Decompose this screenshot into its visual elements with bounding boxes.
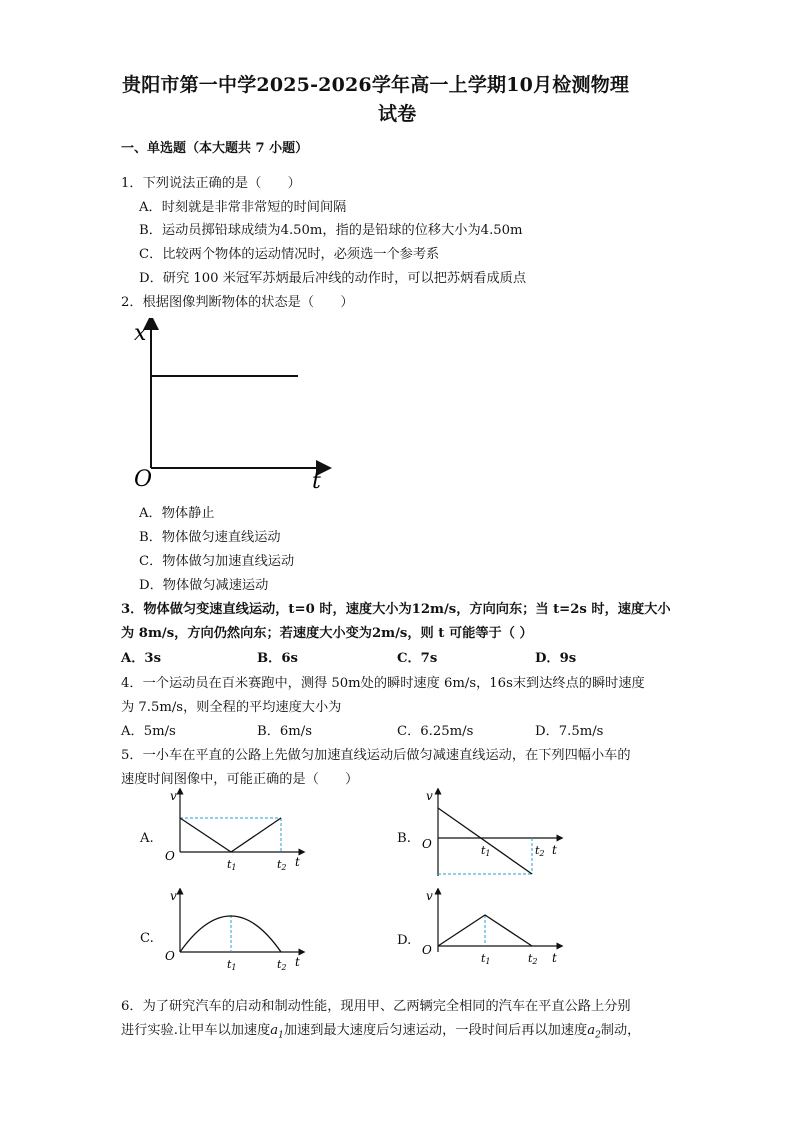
svg-text:v: v — [170, 889, 177, 903]
q5-graph-b-label: B. — [397, 831, 411, 846]
question-4-line1: 4．一个运动员在百米赛跑中，测得 50m处的瞬时速度 6m/s，16s末到达终点的瞬时速度 — [121, 676, 645, 691]
q6-text-part3: 制动， — [600, 1023, 641, 1038]
q5-graph-b — [418, 788, 568, 883]
svg-text:t1: t1 — [481, 844, 491, 858]
svg-text:t: t — [552, 951, 557, 965]
q5-graph-c-label: C. — [140, 931, 154, 946]
question-4-line2: 为 7.5m/s，则全程的平均速度大小为 — [121, 700, 342, 715]
q2-origin-label: O — [134, 467, 153, 492]
q6-accel-a2: $a_2$ — [587, 1023, 601, 1041]
q6-text-part2: 加速到最大速度后匀速运动，一段时间后再以加速度 — [283, 1023, 588, 1038]
question-1-option-d: D．研究 100 米冠军苏炳最后冲线的动作时，可以把苏炳看成质点 — [139, 271, 527, 286]
svg-text:t1: t1 — [227, 858, 237, 872]
question-2-option-c: C．物体做匀加速直线运动 — [139, 554, 295, 569]
svg-text:t2: t2 — [528, 952, 538, 966]
question-4-option-a: A．5m/s — [121, 724, 176, 739]
q5-graph-d — [418, 888, 568, 976]
page-title-line2: 试卷 — [378, 103, 417, 125]
svg-text:O: O — [422, 837, 432, 851]
svg-text:O: O — [165, 849, 175, 863]
question-1-option-a: A．时刻就是非常非常短的时间间隔 — [139, 200, 347, 215]
svg-text:t2: t2 — [277, 958, 287, 972]
svg-text:t1: t1 — [481, 952, 491, 966]
question-2-xt-graph — [128, 318, 338, 493]
q5-graph-a-label: A. — [140, 831, 154, 846]
svg-text:t1: t1 — [227, 958, 237, 972]
question-2-stem: 2．根据图像判断物体的状态是（ ） — [121, 295, 354, 310]
question-3-line1: 3．物体做匀变速直线运动，t=0 时，速度大小为12m/s，方向向东；当 t=2s 时，速度大小 — [121, 602, 671, 617]
question-4-option-b: B．6m/s — [257, 724, 312, 739]
question-1-stem: 1．下列说法正确的是（ ） — [121, 176, 301, 191]
svg-text:O: O — [165, 949, 175, 963]
question-3-option-b: B．6s — [257, 651, 298, 666]
svg-text:v: v — [426, 889, 433, 903]
q5-graph-d-label: D. — [397, 933, 412, 948]
svg-text:t: t — [552, 843, 557, 857]
question-3-option-a: A．3s — [121, 651, 162, 666]
q2-x-label: t — [312, 469, 321, 493]
q6-accel-a1: $a_1$ — [270, 1023, 284, 1041]
question-4-option-d: D．7.5m/s — [535, 724, 604, 739]
q5-graph-c — [160, 888, 310, 976]
svg-text:v: v — [426, 789, 433, 803]
question-2-option-a: A．物体静止 — [139, 506, 215, 521]
question-6-line1: 6．为了研究汽车的启动和制动性能，现用甲、乙两辆完全相同的汽车在平直公路上分别 — [121, 999, 631, 1014]
question-1-option-b: B．运动员掷铅球成绩为4.50m，指的是铅球的位移大小为4.50m — [139, 223, 523, 238]
q2-y-label: x — [134, 321, 147, 346]
question-3-line2: 为 8m/s，方向仍然向东；若速度大小变为2m/s，则 t 可能等于（ ） — [121, 626, 533, 641]
svg-text:v: v — [170, 789, 177, 803]
q6-text-part1: 进行实验.让甲车以加速度 — [121, 1023, 271, 1038]
question-1-option-c: C．比较两个物体的运动情况时，必须选一个参考系 — [139, 247, 440, 262]
question-2-option-b: B．物体做匀速直线运动 — [139, 530, 281, 545]
question-4-option-c: C．6.25m/s — [397, 724, 474, 739]
q5-graph-a — [160, 788, 310, 873]
svg-text:t2: t2 — [535, 844, 545, 858]
section-header: 一、单选题（本大题共 7 小题） — [121, 141, 309, 156]
svg-text:t2: t2 — [277, 858, 287, 872]
question-2-option-d: D．物体做匀减速运动 — [139, 578, 269, 593]
svg-text:t: t — [295, 955, 300, 969]
question-5-line2: 速度时间图像中，可能正确的是（ ） — [121, 772, 359, 787]
svg-text:t: t — [295, 855, 300, 869]
svg-text:O: O — [422, 943, 432, 957]
question-5-line1: 5．一小车在平直的公路上先做匀加速直线运动后做匀减速直线运动，在下列四幅小车的 — [121, 748, 631, 763]
page-title-line1: 贵阳市第一中学2025-2026学年高一上学期10月检测物理 — [122, 74, 630, 96]
question-3-option-d: D．9s — [535, 651, 577, 666]
question-6-line2 — [121, 1019, 640, 1041]
question-3-option-c: C．7s — [397, 651, 438, 666]
